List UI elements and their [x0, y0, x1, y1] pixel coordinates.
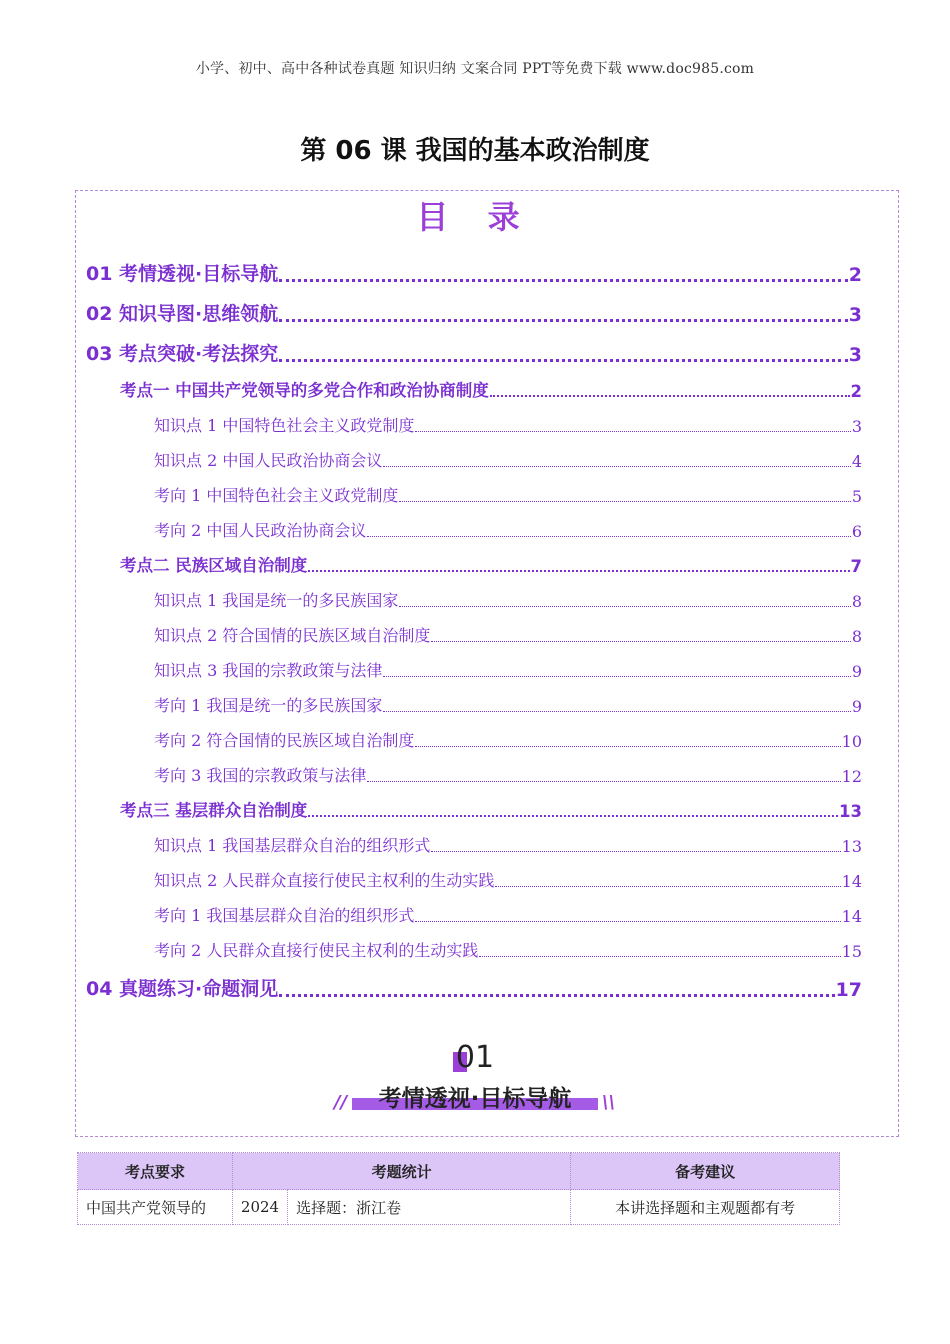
- toc-entry-page: 17: [835, 979, 862, 1001]
- toc-leader-dots: [308, 562, 849, 572]
- toc-entry-label: 04 真题练习·命题洞见: [86, 978, 279, 1000]
- toc-entry-label: 考向 1 中国特色社会主义政党制度: [154, 486, 399, 505]
- toc-entry-page: 5: [851, 487, 862, 506]
- toc-entry[interactable]: [86, 786, 862, 821]
- toc-entry[interactable]: [86, 716, 862, 751]
- page-title: 第 06 课 我国的基本政治制度: [300, 136, 650, 166]
- section-banner: [330, 1040, 620, 1120]
- toc-entry[interactable]: [86, 246, 862, 286]
- toc-entry[interactable]: [86, 961, 862, 1001]
- toc-entry-label: 考向 2 中国人民政治协商会议: [154, 521, 367, 540]
- toc-entry-page: 6: [851, 522, 862, 541]
- table-of-contents: [86, 246, 862, 1001]
- toc-entry[interactable]: [86, 366, 862, 401]
- toc-entry-label: 知识点 1 中国特色社会主义政党制度: [154, 416, 415, 435]
- toc-entry-label: 考点二 民族区域自治制度: [120, 556, 308, 575]
- toc-entry[interactable]: [86, 751, 862, 786]
- toc-entry-label: 考向 3 我国的宗教政策与法律: [154, 766, 367, 785]
- toc-leader-dots: [279, 986, 834, 997]
- header-advice: 备考建议: [571, 1153, 840, 1190]
- toc-entry-page: 3: [851, 417, 862, 436]
- toc-entry-label: 02 知识导图·思维领航: [86, 303, 279, 325]
- toc-entry-label: 知识点 1 我国是统一的多民族国家: [154, 591, 399, 610]
- toc-entry-page: 2: [850, 382, 862, 401]
- toc-leader-dots: [383, 458, 850, 467]
- toc-entry-label: 知识点 2 人民群众直接行使民主权利的生动实践: [154, 871, 495, 890]
- toc-entry-label: 考向 1 我国基层群众自治的组织形式: [154, 906, 415, 925]
- toc-entry[interactable]: [86, 436, 862, 471]
- table-header-row: [78, 1153, 840, 1190]
- toc-entry-page: 10: [841, 732, 862, 751]
- toc-entry-label: 知识点 3 我国的宗教政策与法律: [154, 661, 383, 680]
- toc-entry-page: 12: [841, 767, 862, 786]
- toc-leader-dots: [431, 633, 850, 642]
- toc-leader-dots: [399, 598, 850, 607]
- toc-entry[interactable]: [86, 646, 862, 681]
- toc-entry-label: 知识点 1 我国基层群众自治的组织形式: [154, 836, 431, 855]
- toc-leader-dots: [399, 493, 850, 502]
- toc-leader-dots: [415, 738, 840, 747]
- toc-leader-dots: [479, 948, 840, 957]
- slash-decoration-left: //: [334, 1092, 348, 1113]
- toc-entry-label: 考点一 中国共产党领导的多党合作和政治协商制度: [120, 381, 489, 400]
- toc-entry[interactable]: [86, 326, 862, 366]
- toc-entry[interactable]: [86, 891, 862, 926]
- toc-leader-dots: [383, 703, 850, 712]
- toc-entry-page: 4: [851, 452, 862, 471]
- toc-entry-page: 8: [851, 627, 862, 646]
- toc-entry-page: 15: [841, 942, 862, 961]
- toc-leader-dots: [415, 423, 850, 432]
- toc-entry[interactable]: [86, 506, 862, 541]
- toc-entry-label: 知识点 2 符合国情的民族区域自治制度: [154, 626, 431, 645]
- toc-leader-dots: [431, 843, 840, 852]
- toc-entry-page: 7: [850, 557, 862, 576]
- toc-entry[interactable]: [86, 401, 862, 436]
- toc-leader-dots: [415, 913, 840, 922]
- toc-entry[interactable]: [86, 856, 862, 891]
- toc-entry[interactable]: [86, 286, 862, 326]
- toc-heading: 目 录: [416, 198, 534, 236]
- toc-entry[interactable]: [86, 926, 862, 961]
- toc-entry-page: 3: [848, 344, 862, 366]
- toc-entry[interactable]: [86, 611, 862, 646]
- toc-entry-page: 13: [841, 837, 862, 856]
- toc-entry-page: 14: [841, 907, 862, 926]
- toc-entry[interactable]: [86, 471, 862, 506]
- cell-requirement: 中国共产党领导的: [78, 1190, 233, 1225]
- toc-entry[interactable]: [86, 576, 862, 611]
- page-header: 小学、初中、高中各种试卷真题 知识归纳 文案合同 PPT等免费下载 www.doc985.com: [195, 61, 755, 77]
- slash-decoration-right: \\: [602, 1092, 616, 1113]
- toc-entry-page: 2: [848, 264, 862, 286]
- toc-entry-page: 14: [841, 872, 862, 891]
- toc-entry-label: 考向 2 人民群众直接行使民主权利的生动实践: [154, 941, 479, 960]
- cell-advice: 本讲选择题和主观题都有考: [571, 1190, 840, 1225]
- toc-entry[interactable]: [86, 681, 862, 716]
- toc-leader-dots: [308, 807, 838, 817]
- toc-entry[interactable]: [86, 821, 862, 856]
- section-title: 考情透视·目标导航: [378, 1086, 572, 1112]
- toc-entry-page: 13: [839, 802, 862, 821]
- table-row: [78, 1190, 840, 1225]
- toc-entry[interactable]: [86, 541, 862, 576]
- toc-entry-label: 01 考情透视·目标导航: [86, 263, 279, 285]
- toc-entry-label: 考向 2 符合国情的民族区域自治制度: [154, 731, 415, 750]
- toc-leader-dots: [490, 387, 850, 397]
- toc-entry-page: 9: [851, 697, 862, 716]
- toc-leader-dots: [279, 311, 847, 322]
- toc-entry-label: 03 考点突破·考法探究: [86, 343, 279, 365]
- exam-table: [77, 1152, 840, 1225]
- toc-entry-page: 3: [848, 304, 862, 326]
- toc-leader-dots: [367, 528, 850, 537]
- header-statistics: 考题统计: [232, 1153, 570, 1190]
- toc-leader-dots: [495, 878, 840, 887]
- toc-entry-label: 考点三 基层群众自治制度: [120, 801, 308, 820]
- toc-leader-dots: [279, 351, 847, 362]
- section-number: 01: [455, 1040, 495, 1075]
- toc-entry-page: 9: [851, 662, 862, 681]
- toc-entry-label: 考向 1 我国是统一的多民族国家: [154, 696, 383, 715]
- toc-leader-dots: [383, 668, 850, 677]
- toc-entry-page: 8: [851, 592, 862, 611]
- toc-leader-dots: [367, 773, 840, 782]
- header-requirement: 考点要求: [78, 1153, 233, 1190]
- toc-leader-dots: [279, 271, 847, 282]
- toc-entry-label: 知识点 2 中国人民政治协商会议: [154, 451, 383, 470]
- cell-year: 2024: [232, 1190, 287, 1225]
- cell-stat: 选择题：浙江卷: [288, 1190, 571, 1225]
